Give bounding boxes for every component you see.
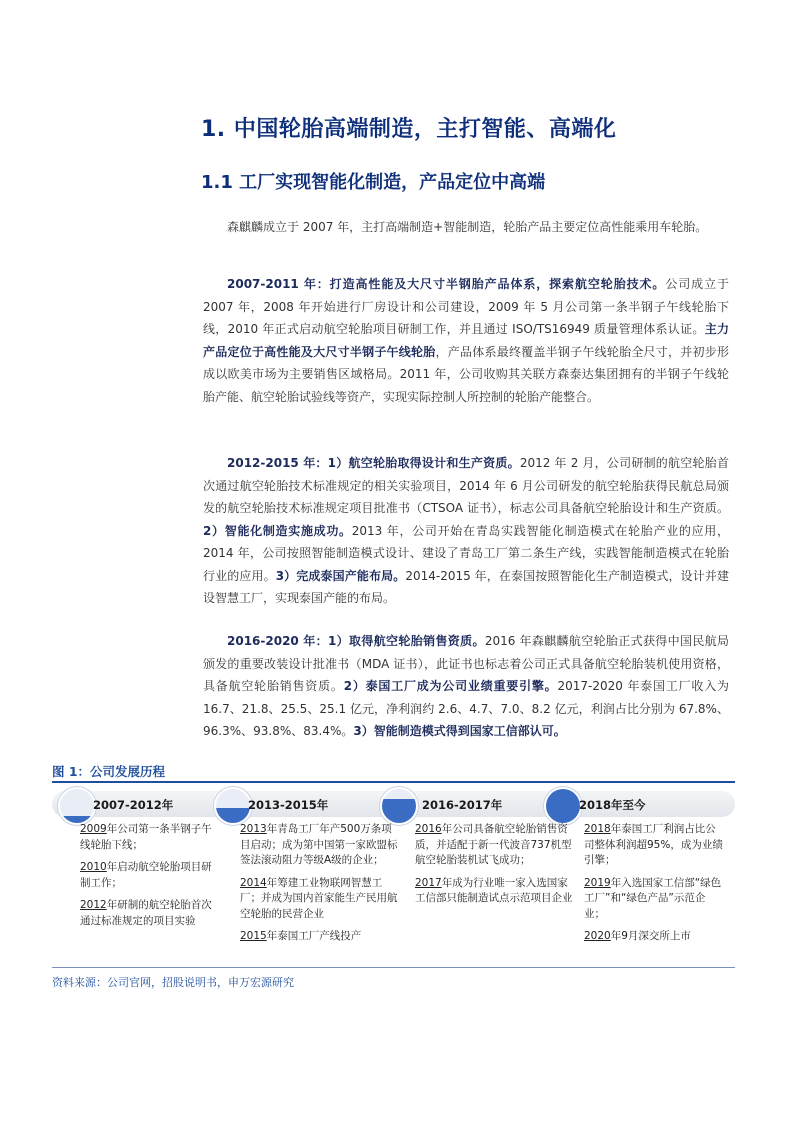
stage-events-list bbox=[584, 822, 724, 952]
event-text: 年研制的航空轮胎首次通过标准规定的项目实验 bbox=[80, 899, 212, 927]
event-year: 2010 bbox=[80, 861, 107, 873]
figure-top-rule bbox=[52, 781, 735, 783]
event-text: 年泰国工厂利润占比公司整体利润超95%，成为业绩引擎； bbox=[584, 823, 723, 866]
event-year: 2019 bbox=[584, 876, 611, 889]
stage-events-list bbox=[240, 822, 402, 952]
stage-event bbox=[415, 876, 575, 907]
paragraph-text: 2014-2015 年，在泰国按照智能化生产制造模式，设计并建设智慧工厂，实现泰国产能的布局。 bbox=[203, 568, 729, 605]
stage-event bbox=[415, 822, 575, 869]
event-year: 2016 bbox=[415, 823, 442, 835]
paragraph-lead: 2016-2020 年：1）取得航空轮胎销售资质。 bbox=[227, 634, 485, 648]
event-text: 年9月深交所上市 bbox=[610, 930, 691, 942]
intro-paragraph bbox=[203, 216, 729, 239]
event-year: 2012 bbox=[80, 899, 107, 911]
stage-period: 2007-2012年 bbox=[93, 798, 174, 812]
paragraph-text: 公司成立于 2007 年，2008 年开始进行厂房设计和公司建设，2009 年 5 月公司第一条半钢子午线轮胎下线，2010 年正式启动航空轮胎项目研制工作，并且通过 ISO/TS16949 质量管理体系认证。 bbox=[203, 277, 729, 336]
event-year: 2017 bbox=[415, 876, 442, 889]
event-text: 年泰国工厂产线投产 bbox=[266, 930, 362, 942]
stage-event bbox=[80, 860, 220, 891]
stage-events-list bbox=[415, 822, 575, 914]
event-text: 年入选国家工信部“绿色工厂”和“绿色产品”示范企业； bbox=[584, 876, 722, 920]
event-year: 2020 bbox=[584, 930, 611, 942]
paragraph-text: 2017-2020 年泰国工厂收入为 16.7、21.8、25.5、25.1 亿元，净利润约 2.6、4.7、7.0、8.2 亿元，利润占比分别为 67.8%、96.3%、93.8%、83.4%。 bbox=[203, 679, 729, 738]
event-year: 2018 bbox=[584, 823, 611, 835]
figure-title: 图 1：公司发展历程 bbox=[52, 764, 166, 779]
stage-progress-icon bbox=[544, 787, 582, 825]
paragraph-emphasis: 主力产品定位于高性能及大尺寸半钢子午线轮胎 bbox=[203, 322, 729, 359]
stage-event bbox=[584, 929, 724, 945]
stage-event bbox=[584, 822, 724, 869]
figure-source: 资料来源：公司官网，招股说明书，申万宏源研究 bbox=[52, 976, 294, 989]
stage-events-list bbox=[80, 822, 220, 936]
event-year: 2009 bbox=[80, 823, 107, 835]
event-text: 年公司第一条半钢子午线轮胎下线； bbox=[80, 823, 212, 851]
paragraph-text: 2013 年，公司开始在青岛实践智能化制造模式在轮胎产业的应用，2014 年，公司按照智能制造模式设计、建设了青岛工厂第二条生产线，实践智能制造模式在轮胎行业的应用。 bbox=[203, 523, 729, 583]
stage-progress-icon bbox=[214, 787, 252, 825]
paragraph-emphasis: 3）完成泰国产能布局。 bbox=[275, 568, 406, 583]
stage-period: 2018年至今 bbox=[579, 798, 646, 812]
stage-event bbox=[240, 822, 402, 869]
event-text: 年筹建工业物联网智慧工厂；并成为国内首家能生产民用航空轮胎的民营企业 bbox=[240, 876, 398, 920]
stage-progress-icon bbox=[58, 787, 96, 825]
paragraph-lead: 2007-2011 年：打造高性能及大尺寸半钢胎产品体系，探索航空轮胎技术。 bbox=[227, 277, 666, 291]
event-year: 2015 bbox=[240, 930, 267, 942]
stage-period: 2013-2015年 bbox=[248, 798, 329, 812]
stage-event bbox=[80, 898, 220, 929]
event-text: 年启动航空轮胎项目研制工作； bbox=[80, 861, 212, 889]
paragraph-emphasis: 2）泰国工厂成为公司业绩重要引擎。 bbox=[343, 679, 558, 693]
section-heading: 1. 中国轮胎高端制造，主打智能、高端化 bbox=[201, 117, 617, 142]
stage-event bbox=[240, 929, 402, 945]
event-year: 2014 bbox=[240, 876, 267, 889]
paragraph-emphasis: 3）智能制造模式得到国家工信部认可。 bbox=[353, 724, 566, 738]
event-text: 年青岛工厂年产500万条项目启动；成为第中国第一家欧盟标签法滚动阻力等级A级的企业； bbox=[240, 823, 398, 866]
event-year: 2013 bbox=[240, 823, 267, 835]
paragraph-text: 2012 年 2 月，公司研制的航空轮胎首次通过航空轮胎技术标准规定的相关实验项目，2014 年 6 月公司研发的航空轮胎获得民航总局颁发的航空轮胎技术标准规定项目批准书（CTSOA 证书），标志公司具备航空轮胎设计和生产资质。 bbox=[203, 456, 729, 515]
subsection-heading: 1.1 工厂实现智能化制造，产品定位中高端 bbox=[201, 172, 546, 193]
paragraph-emphasis: 2）智能化制造实施成功。 bbox=[203, 523, 352, 538]
paragraph-2012-2015 bbox=[203, 452, 729, 610]
figure-bottom-rule bbox=[52, 967, 735, 968]
stage-event bbox=[584, 876, 724, 923]
paragraph-2007-2011 bbox=[203, 273, 729, 408]
stage-period: 2016-2017年 bbox=[422, 798, 503, 812]
stage-progress-icon bbox=[380, 787, 418, 825]
paragraph-text: 2016 年森麒麟航空轮胎正式获得中国民航局颁发的重要改装设计批准书（MDA 证书），此证书也标志着公司正式具备航空轮胎装机使用资格，具备航空轮胎销售资质。 bbox=[203, 634, 730, 693]
intro-text: 森麒麟成立于 2007 年，主打高端制造+智能制造，轮胎产品主要定位高性能乘用车轮胎。 bbox=[227, 220, 708, 234]
paragraph-text: ，产品体系最终覆盖半钢子午线轮胎全尺寸，并初步形成以欧美市场为主要销售区域格局。2011 年，公司收购其关联方森泰达集团拥有的半钢子午线轮胎产能、航空轮胎试验线等资产，实现实际控制人所控制的轮胎产能整合。 bbox=[203, 344, 729, 404]
event-text: 年成为行业唯一家入选国家工信部只能制造试点示范项目企业 bbox=[415, 876, 573, 904]
stage-event bbox=[240, 876, 402, 923]
paragraph-lead: 2012-2015 年：1）航空轮胎取得设计和生产资质。 bbox=[227, 456, 520, 470]
event-text: 年公司具备航空轮胎销售资质，并适配于新一代波音737机型航空轮胎装机试飞成功； bbox=[415, 823, 572, 866]
stage-event bbox=[80, 822, 220, 853]
paragraph-2016-2020 bbox=[203, 630, 729, 743]
